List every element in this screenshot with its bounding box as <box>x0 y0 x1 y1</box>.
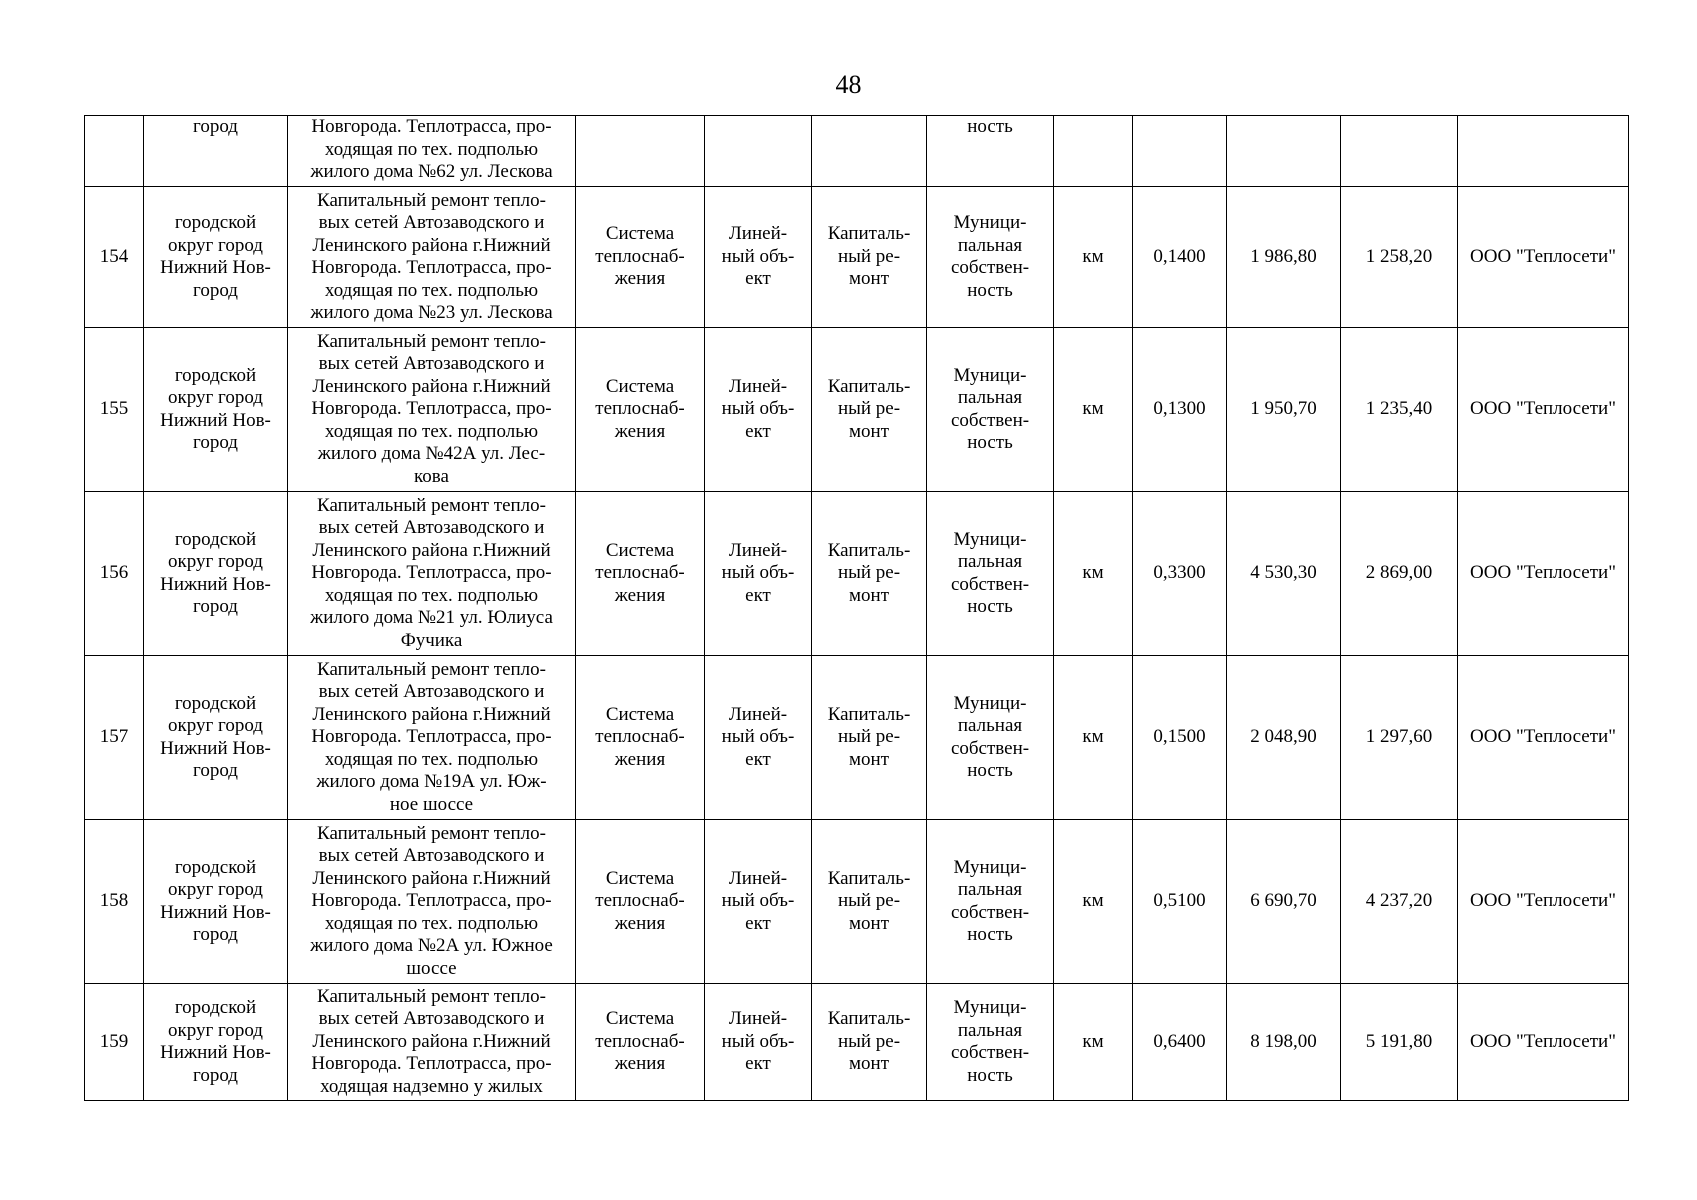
cell-num: 154 <box>85 187 144 328</box>
cell-length <box>1133 116 1227 187</box>
cell-cost-2: 1 297,60 <box>1341 656 1458 820</box>
cell-cost-1: 2 048,90 <box>1227 656 1341 820</box>
cell-system: Система теплоснаб- жения <box>576 492 705 656</box>
cell-length: 0,5100 <box>1133 820 1227 984</box>
cell-ownership: Муници- пальная собствен- ность <box>927 187 1054 328</box>
cell-work-type: Капиталь- ный ре- монт <box>812 984 927 1101</box>
cell-district: городской округ город Нижний Нов- город <box>144 656 288 820</box>
cell-cost-2: 5 191,80 <box>1341 984 1458 1101</box>
cell-unit: км <box>1054 492 1133 656</box>
cell-object-type: Линей- ный объ- ект <box>705 820 812 984</box>
cell-ownership: ность <box>927 116 1054 187</box>
cell-description: Капитальный ремонт тепло- вых сетей Автозаводского и Ленинского района г.Нижний Новгорода. Теплотрасса, про- ходящая по тех. подполью жилого дома №21 ул. Юлиуса Фучика <box>288 492 576 656</box>
cell-cost-2: 2 869,00 <box>1341 492 1458 656</box>
cell-cost-2: 4 237,20 <box>1341 820 1458 984</box>
cell-unit <box>1054 116 1133 187</box>
cell-ownership: Муници- пальная собствен- ность <box>927 492 1054 656</box>
cell-organization: ООО "Теплосети" <box>1458 984 1629 1101</box>
cell-ownership: Муници- пальная собствен- ность <box>927 328 1054 492</box>
cell-object-type: Линей- ный объ- ект <box>705 492 812 656</box>
cell-district: городской округ город Нижний Нов- город <box>144 328 288 492</box>
cell-system: Система теплоснаб- жения <box>576 984 705 1101</box>
cell-organization: ООО "Теплосети" <box>1458 492 1629 656</box>
cell-organization: ООО "Теплосети" <box>1458 656 1629 820</box>
cell-description: Капитальный ремонт тепло- вых сетей Автозаводского и Ленинского района г.Нижний Новгорода. Теплотрасса, про- ходящая по тех. подполью жилого дома №19А ул. Юж- ное шоссе <box>288 656 576 820</box>
cell-system: Система теплоснаб- жения <box>576 328 705 492</box>
cell-num: 156 <box>85 492 144 656</box>
cell-cost-1: 8 198,00 <box>1227 984 1341 1101</box>
cell-system <box>576 116 705 187</box>
cell-system: Система теплоснаб- жения <box>576 820 705 984</box>
cell-length: 0,1300 <box>1133 328 1227 492</box>
cell-cost-1: 1 986,80 <box>1227 187 1341 328</box>
cell-district: городской округ город Нижний Нов- город <box>144 984 288 1101</box>
table-row <box>85 492 1629 656</box>
cell-cost-1 <box>1227 116 1341 187</box>
table-row <box>85 820 1629 984</box>
table-row <box>85 984 1629 1101</box>
cell-system: Система теплоснаб- жения <box>576 656 705 820</box>
cell-length: 0,6400 <box>1133 984 1227 1101</box>
cell-num <box>85 116 144 187</box>
cell-description: Капитальный ремонт тепло- вых сетей Автозаводского и Ленинского района г.Нижний Новгорода. Теплотрасса, про- ходящая по тех. подполью жилого дома №42А ул. Лес- кова <box>288 328 576 492</box>
cell-object-type <box>705 116 812 187</box>
cell-district: городской округ город Нижний Нов- город <box>144 187 288 328</box>
cell-cost-1: 6 690,70 <box>1227 820 1341 984</box>
cell-work-type: Капиталь- ный ре- монт <box>812 656 927 820</box>
table-row <box>85 187 1629 328</box>
cell-unit: км <box>1054 820 1133 984</box>
cell-work-type: Капиталь- ный ре- монт <box>812 328 927 492</box>
cell-cost-2: 1 258,20 <box>1341 187 1458 328</box>
cell-object-type: Линей- ный объ- ект <box>705 656 812 820</box>
table-row <box>85 328 1629 492</box>
capital-repair-table <box>84 115 1629 1101</box>
cell-num: 158 <box>85 820 144 984</box>
cell-description: Новгорода. Теплотрасса, про- ходящая по тех. подполью жилого дома №62 ул. Лескова <box>288 116 576 187</box>
cell-work-type: Капиталь- ный ре- монт <box>812 492 927 656</box>
cell-length: 0,3300 <box>1133 492 1227 656</box>
cell-description: Капитальный ремонт тепло- вых сетей Автозаводского и Ленинского района г.Нижний Новгорода. Теплотрасса, про- ходящая по тех. подполью жилого дома №2А ул. Южное шоссе <box>288 820 576 984</box>
cell-description: Капитальный ремонт тепло- вых сетей Автозаводского и Ленинского района г.Нижний Новгорода. Теплотрасса, про- ходящая надземно у жилых <box>288 984 576 1101</box>
cell-length: 0,1400 <box>1133 187 1227 328</box>
cell-num: 157 <box>85 656 144 820</box>
cell-object-type: Линей- ный объ- ект <box>705 187 812 328</box>
cell-organization <box>1458 116 1629 187</box>
cell-unit: км <box>1054 187 1133 328</box>
page-number: 48 <box>835 70 862 99</box>
continuation-row <box>85 116 1629 187</box>
cell-district: городской округ город Нижний Нов- город <box>144 492 288 656</box>
cell-ownership: Муници- пальная собствен- ность <box>927 820 1054 984</box>
cell-cost-1: 4 530,30 <box>1227 492 1341 656</box>
cell-work-type: Капиталь- ный ре- монт <box>812 187 927 328</box>
cell-cost-2: 1 235,40 <box>1341 328 1458 492</box>
table-row <box>85 656 1629 820</box>
cell-unit: км <box>1054 656 1133 820</box>
cell-num: 155 <box>85 328 144 492</box>
cell-object-type: Линей- ный объ- ект <box>705 328 812 492</box>
cell-organization: ООО "Теплосети" <box>1458 820 1629 984</box>
cell-ownership: Муници- пальная собствен- ность <box>927 984 1054 1101</box>
cell-ownership: Муници- пальная собствен- ность <box>927 656 1054 820</box>
cell-cost-1: 1 950,70 <box>1227 328 1341 492</box>
cell-object-type: Линей- ный объ- ект <box>705 984 812 1101</box>
cell-system: Система теплоснаб- жения <box>576 187 705 328</box>
cell-description: Капитальный ремонт тепло- вых сетей Автозаводского и Ленинского района г.Нижний Новгорода. Теплотрасса, про- ходящая по тех. подполью жилого дома №23 ул. Лескова <box>288 187 576 328</box>
cell-unit: км <box>1054 328 1133 492</box>
cell-district: город <box>144 116 288 187</box>
cell-length: 0,1500 <box>1133 656 1227 820</box>
cell-work-type <box>812 116 927 187</box>
cell-organization: ООО "Теплосети" <box>1458 187 1629 328</box>
cell-district: городской округ город Нижний Нов- город <box>144 820 288 984</box>
cell-cost-2 <box>1341 116 1458 187</box>
cell-unit: км <box>1054 984 1133 1101</box>
cell-work-type: Капиталь- ный ре- монт <box>812 820 927 984</box>
cell-num: 159 <box>85 984 144 1101</box>
cell-organization: ООО "Теплосети" <box>1458 328 1629 492</box>
